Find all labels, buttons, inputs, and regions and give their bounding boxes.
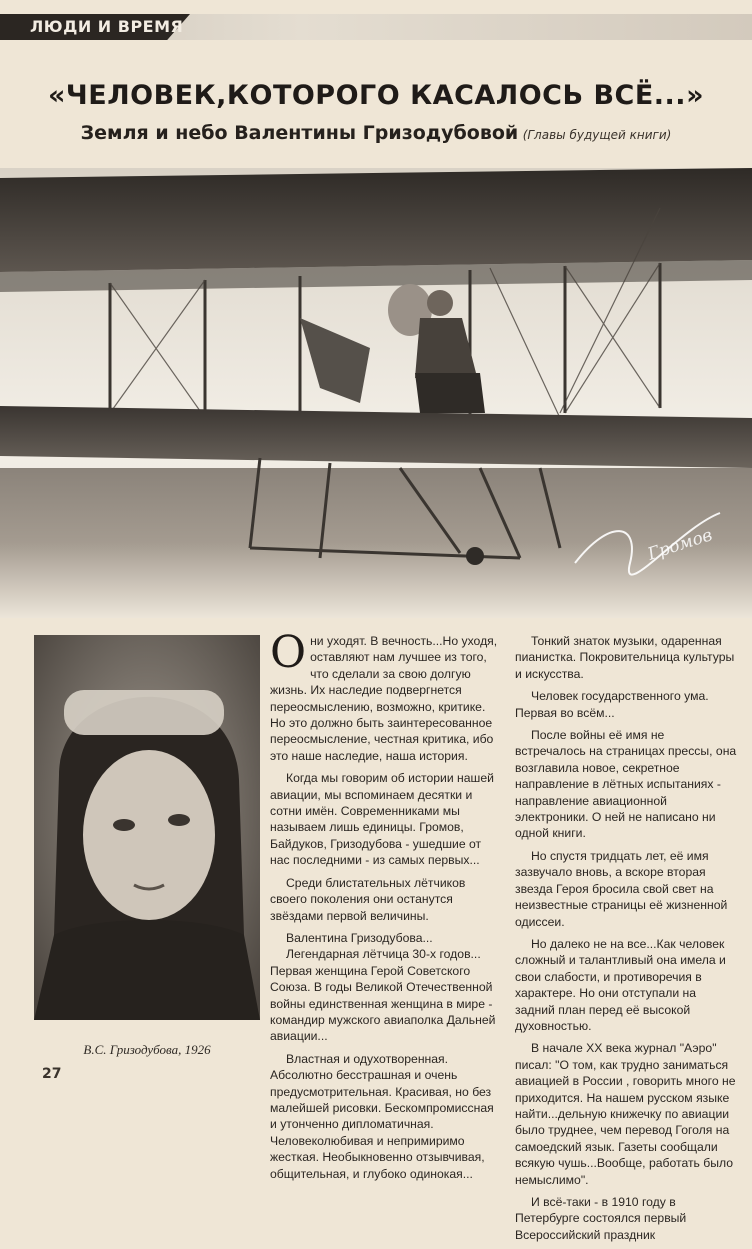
section-header bbox=[0, 14, 752, 40]
portrait-caption: В.С. Гризодубова, 1926 bbox=[83, 1042, 211, 1057]
portrait-photo bbox=[34, 635, 260, 1020]
paragraph: Властная и одухотворенная. Абсолютно бесстрашная и очень предусмотрительная. Красивая, но без малейшей рисовки. Бескомпромиссная и утонченно дипломатичная. Человеколюбивая и непримиримо жесткая. Необыкновенно отзывчивая, общительная, и глубоко одинокая... bbox=[270, 1051, 494, 1181]
dropcap-letter: О bbox=[270, 627, 307, 678]
paragraph: Среди блистательных лётчиков своего поколения они останутся звёздами первой величины. bbox=[270, 875, 466, 923]
paragraph: Тонкий знаток музыки, одаренная пианистка. Покровительница культуры и искусства. bbox=[515, 634, 735, 681]
article-title: «ЧЕЛОВЕК,КОТОРОГО КАСАЛОСЬ ВСЁ...» bbox=[47, 80, 705, 111]
biplane-photo bbox=[0, 168, 752, 618]
paragraph: И всё-таки - в 1910 году в Петербурге состоялся первый Всероссийский праздник bbox=[515, 1195, 687, 1242]
paragraph: Когда мы говорим об истории нашей авиации, мы вспоминаем десятки и сотни имён. Современниками мы называем лишь единицы. Громов, Байдуков, Гризодубова - ушедшие от нас последними - из самых первых... bbox=[270, 771, 494, 868]
paragraph: Они уходят. В вечность...Но уходя, оставляют нам лучшее из того, что сделали за свою долгую жизнь. Их наследие подвергнется переосмыслению, возможно, критике. Но это должно быть заинтересованное переосмысление, честная критика, ибо это наше наследие, наша история. bbox=[270, 627, 498, 763]
section-label: ЛЮДИ И ВРЕМЯ bbox=[30, 17, 184, 36]
text-column-2 bbox=[515, 633, 737, 1249]
paragraph: Но спустя тридцать лет, её имя зазвучало вновь, а вскоре вторая звезда Героя бросила свой свет на неизвестные страницы её жизненной одиссеи. bbox=[515, 848, 728, 929]
text-column-1 bbox=[270, 627, 502, 1188]
article-subtitle: Земля и небо Валентины Гризодубовой bbox=[80, 122, 519, 144]
paragraph: Валентина Гризодубова... bbox=[286, 930, 433, 945]
paragraph: Но далеко не на все...Как человек сложный и талантливый она имела и свои слабости, и противоречия в характере. Но они отступали на задний план перед её высокой духовностью. bbox=[515, 936, 726, 1033]
paragraph: Легендарная лётчица 30-х годов... Первая женщина Герой Советского Союза. В годы Великой Отечественной войны единственная женщина в мире - командир мужского авиаполка Дальней авиации... bbox=[270, 947, 496, 1044]
plane-signature: Громов bbox=[645, 525, 715, 565]
paragraph: Человек государственного ума. Первая во всём... bbox=[515, 689, 709, 720]
paragraph: После войны её имя не встречалось на страницах прессы, она возглавила новое, секретное направление в лётных испытаниях - направление авиационной электроники. О ней не написано ни одной книги. bbox=[515, 728, 737, 841]
article-subtitle-note: (Главы будущей книги) bbox=[522, 128, 672, 142]
paragraph: В начале XX века журнал "Аэро" писал: "О том, как трудно заниматься авиацией в России , говорить много не приходится. На нашем русском языке найти...дельную книжечку по авиации было труднее, чем перевод Гоголя на самоедский язык. Газеты сообщали всякую чушь...Вообще, работать было немыслимо". bbox=[515, 1041, 736, 1187]
page-number: 27 bbox=[42, 1066, 62, 1082]
article-subtitle-row bbox=[0, 122, 752, 144]
